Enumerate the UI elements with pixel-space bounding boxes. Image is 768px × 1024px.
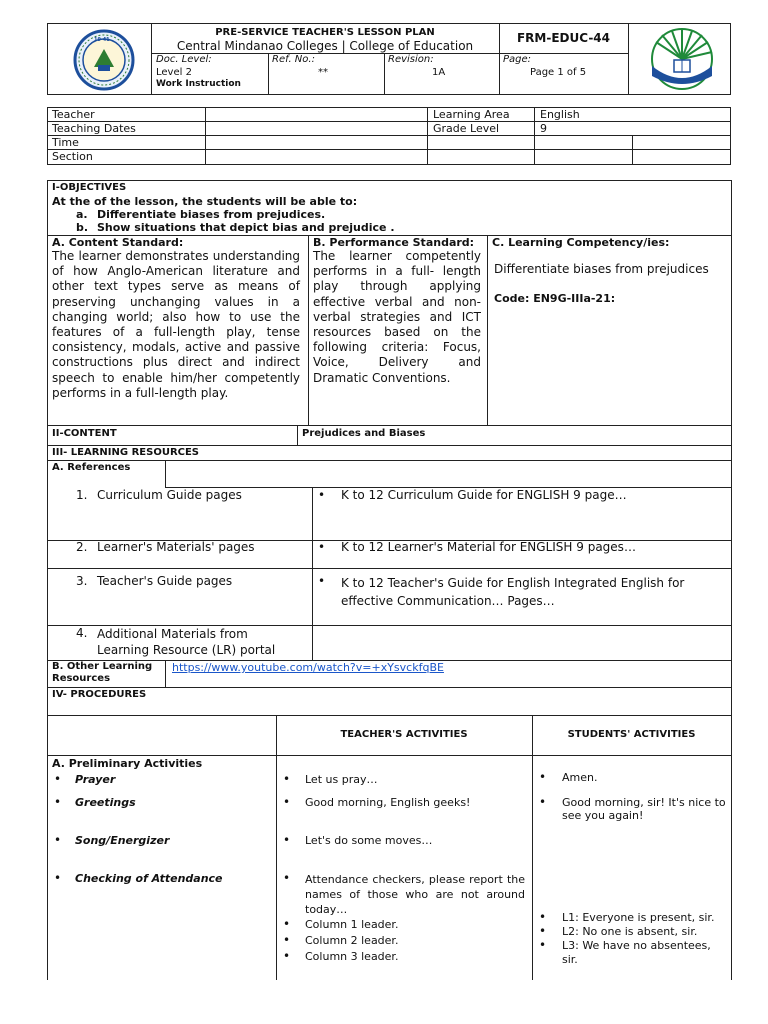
teacher-song: Let's do some moves…: [305, 834, 433, 847]
performance-standard-text: The learner competently performs in a full- length play through applying effective verbal and non-verbal strategies and ICT resources based on the following criteria: Focus, Voice, Delivery and Dramatic Conventions.: [313, 249, 481, 385]
section-label: Section: [52, 150, 93, 163]
teacher-column-1: Column 1 leader.: [305, 918, 399, 931]
ref-3-number: 3.: [76, 574, 88, 588]
activity-greetings: Greetings: [75, 796, 136, 809]
grade-level-value: 9: [540, 122, 547, 135]
teaching-dates-label: Teaching Dates: [52, 122, 136, 135]
revision-value: 1A: [432, 67, 446, 78]
bullet-icon: •: [54, 871, 62, 885]
teacher-column-2: Column 2 leader.: [305, 934, 399, 947]
objective-b-marker: b.: [76, 221, 89, 234]
teacher-greetings: Good morning, English geeks!: [305, 796, 471, 809]
performance-standard-heading: B. Performance Standard:: [313, 236, 475, 249]
objective-a-marker: a.: [76, 208, 88, 221]
content-standard-heading: A. Content Standard:: [52, 236, 184, 249]
bullet-icon: •: [283, 871, 291, 885]
grade-level-label: Grade Level: [433, 122, 500, 135]
header-subtitle: Central Mindanao Colleges | College of Education: [176, 39, 474, 53]
student-greetings: Good morning, sir! It's nice to see you again!: [562, 796, 726, 822]
ref-3-label: Teacher's Guide pages: [97, 574, 233, 588]
education-logo: [646, 26, 718, 92]
other-resources-label: B. Other Learning Resources: [52, 661, 153, 684]
page-label: Page:: [503, 54, 532, 65]
bullet-icon: •: [283, 833, 291, 847]
objective-b: Show situations that depict bias and prejudice .: [97, 221, 395, 234]
learning-area-value: English: [540, 108, 580, 121]
bullet-icon: •: [539, 770, 547, 784]
ref-2-number: 2.: [76, 540, 88, 554]
ref-2-label: Learner's Materials' pages: [97, 540, 255, 554]
form-code: FRM-EDUC-44: [516, 31, 611, 45]
objective-a: Differentiate biases from prejudices.: [97, 208, 326, 221]
info-table: [47, 107, 731, 165]
resources-heading: III- LEARNING RESOURCES: [52, 447, 200, 458]
teacher-attendance: Attendance checkers, please report the names of those who are not around today…: [305, 873, 525, 916]
bullet-icon: •: [318, 540, 326, 554]
ref-4-number: 4.: [76, 626, 88, 640]
learning-area-label: Learning Area: [433, 108, 510, 121]
procedures-heading: IV- PROCEDURES: [52, 689, 147, 700]
page-number: Page 1 of 5: [530, 67, 587, 78]
teacher-activities-header: TEACHER'S ACTIVITIES: [340, 729, 468, 740]
activity-prayer: Prayer: [75, 773, 116, 786]
ref-2-value: K to 12 Learner's Material for ENGLISH 9 pages…: [341, 540, 636, 554]
bullet-icon: •: [318, 574, 326, 588]
competency-code: Code: EN9G-IIIa-21:: [494, 292, 616, 305]
activity-song-energizer: Song/Energizer: [75, 834, 170, 847]
header-title: PRE-SERVICE TEACHER'S LESSON PLAN: [215, 27, 435, 38]
work-instruction: Work Instruction: [156, 79, 241, 89]
ref-4-label: Additional Materials from Learning Resource (LR) portal: [97, 627, 276, 657]
student-leader-3: L3: We have no absentees, sir.: [562, 939, 711, 966]
student-prayer: Amen.: [562, 771, 598, 784]
activity-attendance: Checking of Attendance: [75, 872, 223, 885]
student-leader-2: L2: No one is absent, sir.: [562, 925, 698, 938]
bullet-icon: •: [539, 938, 547, 952]
bullet-icon: •: [54, 795, 62, 809]
teacher-prayer: Let us pray…: [305, 773, 378, 786]
bullet-icon: •: [283, 772, 291, 786]
ref-1-value: K to 12 Curriculum Guide for ENGLISH 9 page…: [341, 488, 627, 502]
bullet-icon: •: [54, 833, 62, 847]
ref-3-value: K to 12 Teacher's Guide for English Integrated English for effective Communication… Pages…: [341, 576, 685, 608]
bullet-icon: •: [318, 488, 326, 502]
bullet-icon: •: [283, 917, 291, 931]
competency-text: Differentiate biases from prejudices: [494, 262, 709, 276]
youtube-link[interactable]: https://www.youtube.com/watch?v=+xYsvckfqBE: [172, 661, 444, 674]
bullet-icon: •: [539, 924, 547, 938]
bullet-icon: •: [54, 772, 62, 786]
college-seal-logo: [64, 29, 144, 91]
competency-heading: C. Learning Competency/ies:: [492, 236, 670, 249]
doc-level-label: Doc. Level:: [156, 54, 212, 65]
ref-1-number: 1.: [76, 488, 88, 502]
bullet-icon: •: [283, 795, 291, 809]
ref-no-value: **: [318, 67, 328, 78]
teacher-column-3: Column 3 leader.: [305, 950, 399, 963]
ref-1-label: Curriculum Guide pages: [97, 488, 242, 502]
objectives-heading: I-OBJECTIVES: [52, 182, 127, 193]
objectives-intro: At the of the lesson, the students will be able to:: [52, 195, 358, 208]
references-label: A. References: [52, 462, 131, 473]
content-standard-text: The learner demonstrates understanding of how Anglo-American literature and other text types serve as means of preserving unchanging values in a changing world; also how to use the features of a full-length play, tense consistency, modals, active and passive constructions plus direct and indirect speech to enable him/her competently performs in a full-length play.: [52, 249, 300, 400]
ref-no-label: Ref. No.:: [272, 54, 315, 65]
preliminary-activities: A. Preliminary Activities: [52, 757, 203, 770]
content-value: Prejudices and Biases: [302, 428, 426, 439]
time-label: Time: [52, 136, 79, 149]
revision-label: Revision:: [388, 54, 434, 65]
bullet-icon: •: [283, 933, 291, 947]
teacher-label: Teacher: [52, 108, 95, 121]
bullet-icon: •: [539, 910, 547, 924]
content-heading: II-CONTENT: [52, 428, 117, 439]
seal-year: 19 41: [94, 37, 110, 43]
bullet-icon: •: [539, 795, 547, 809]
student-activities-header: STUDENTS' ACTIVITIES: [567, 729, 696, 740]
doc-level-value: Level 2: [156, 67, 192, 78]
bullet-icon: •: [283, 949, 291, 963]
student-leader-1: L1: Everyone is present, sir.: [562, 911, 715, 924]
